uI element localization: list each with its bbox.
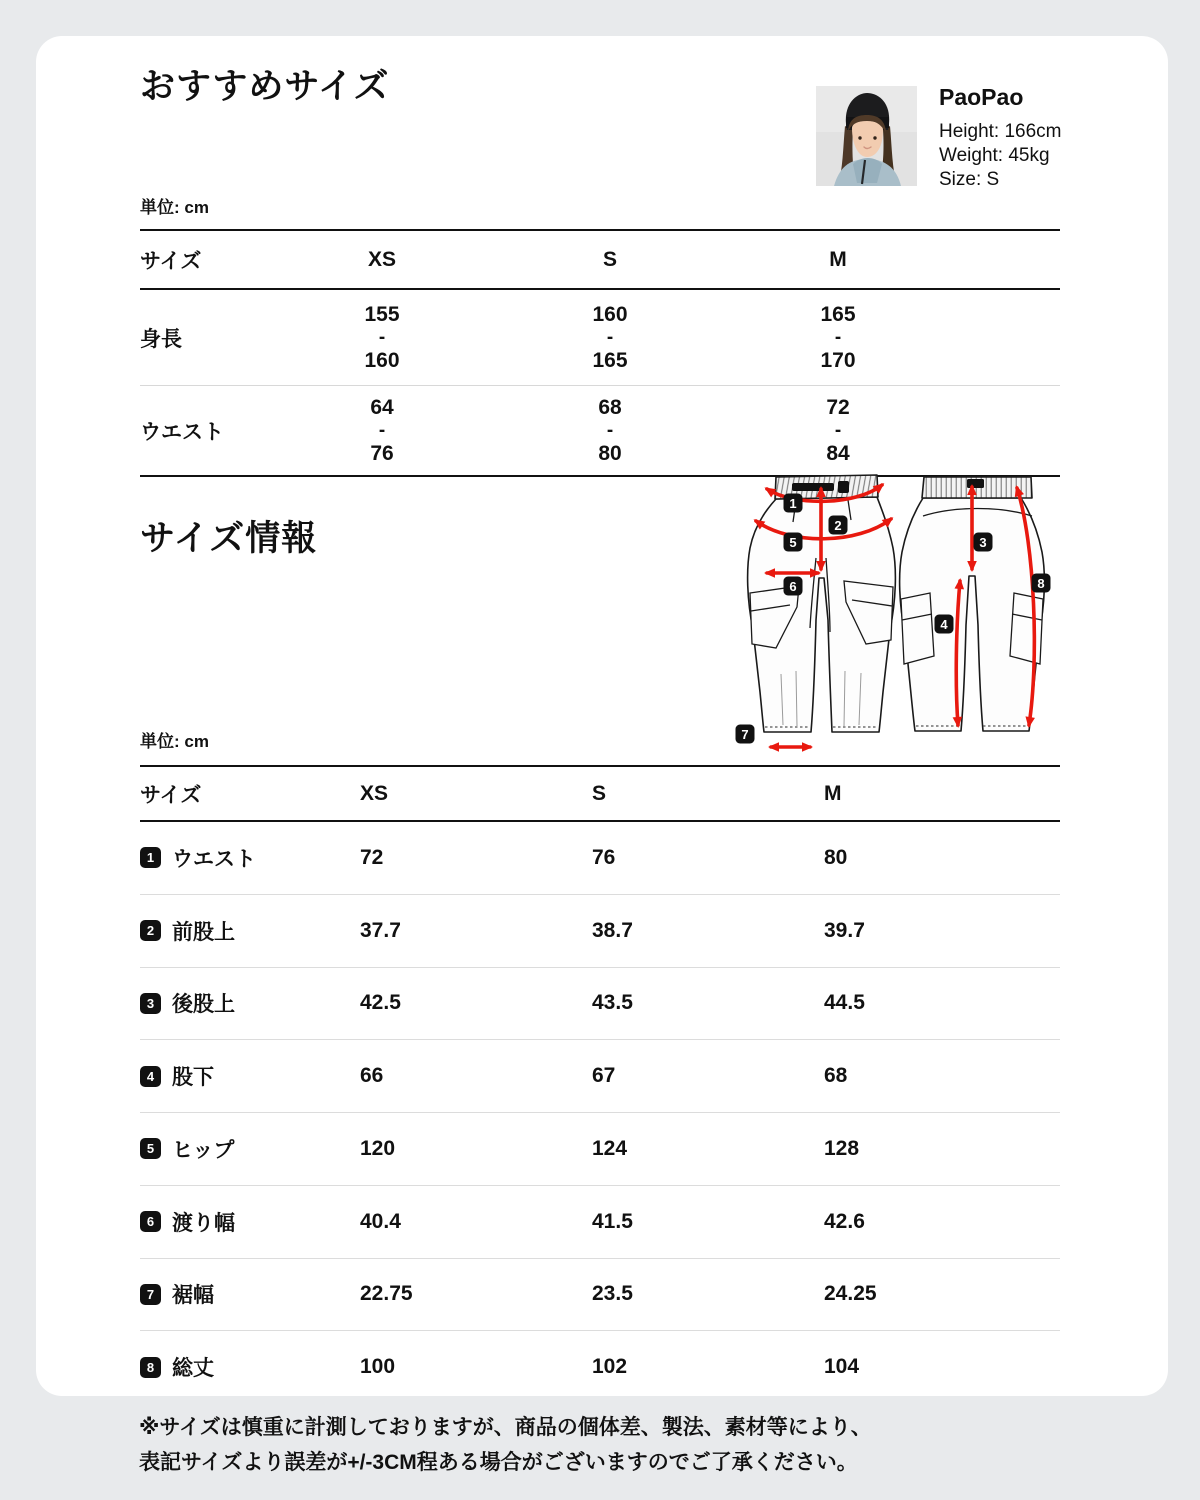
column-xs: XS [360, 781, 389, 805]
model-photo [816, 86, 917, 186]
content-card [36, 36, 1168, 1396]
value-s: 67 [592, 1064, 616, 1088]
value-xs: 66 [360, 1064, 384, 1088]
value-s: 43.5 [592, 991, 633, 1015]
range-s: 160 - 165 [592, 302, 628, 372]
column-s: S [592, 781, 607, 805]
value-xs: 100 [360, 1355, 396, 1379]
value-xs: 120 [360, 1136, 396, 1160]
table-row-height [140, 290, 1060, 386]
measurement-label: ヒップ [172, 1138, 235, 1162]
column-s: S [602, 247, 617, 271]
svg-text:7: 7 [741, 726, 749, 742]
value-m: 128 [824, 1136, 860, 1160]
waistband-tag [967, 479, 984, 488]
value-xs: 40.4 [360, 1209, 401, 1233]
unit-label-size-info: 単位: cm [140, 732, 209, 751]
measure-badge-3 [974, 533, 993, 552]
range-xs: 155 - 160 [364, 302, 400, 372]
row-label: 身長 [140, 327, 182, 351]
size-column-header: サイズ [140, 249, 202, 273]
recommended-size-title: おすすめサイズ [140, 67, 390, 106]
measure-badge-5 [784, 533, 803, 552]
size-info-title: サイズ情報 [140, 519, 318, 558]
table-row-hip [140, 1113, 1060, 1186]
column-m: M [824, 781, 842, 805]
measurement-label: 総丈 [172, 1357, 214, 1381]
svg-text:8: 8 [1037, 575, 1045, 591]
size-disclaimer [139, 1410, 872, 1480]
value-xs: 42.5 [360, 991, 401, 1015]
value-m: 80 [824, 845, 848, 869]
value-s: 38.7 [592, 918, 633, 942]
svg-text:2: 2 [834, 517, 842, 533]
size-info-table [140, 765, 1060, 1403]
value-m: 44.5 [824, 991, 865, 1015]
disclaimer-line-1: ※サイズは慎重に計測しておりますが、商品の個体差、製法、素材等により、 [139, 1416, 872, 1439]
model-info [939, 84, 1062, 192]
table-header-row [140, 767, 1060, 822]
value-s: 124 [592, 1136, 628, 1160]
table-row-thigh-width [140, 1186, 1060, 1259]
row-label: ウエスト [140, 420, 224, 444]
value-s: 41.5 [592, 1209, 633, 1233]
measure-badge-6 [784, 577, 803, 596]
value-m: 104 [824, 1355, 860, 1379]
measurement-label: ウエスト [172, 847, 256, 871]
value-s: 23.5 [592, 1282, 633, 1306]
value-m: 68 [824, 1064, 848, 1088]
value-s: 76 [592, 845, 616, 869]
measurement-label: 後股上 [172, 993, 235, 1017]
row-number-badge: 6 [140, 1211, 161, 1232]
value-xs: 22.75 [360, 1282, 413, 1306]
value-m: 39.7 [824, 918, 865, 942]
table-row-front-rise [140, 895, 1060, 968]
range-m: 72 - 84 [826, 395, 850, 465]
table-header-row [140, 231, 1060, 290]
measure-badge-2 [829, 516, 848, 535]
unit-label-recommended: 単位: cm [140, 198, 209, 217]
measure-badge-1 [784, 494, 803, 513]
table-row-waist [140, 822, 1060, 895]
model-photo-illustration [816, 86, 917, 186]
value-xs: 37.7 [360, 918, 401, 942]
model-weight: Weight: 45kg [939, 145, 1050, 166]
row-number-badge: 3 [140, 993, 161, 1014]
column-xs: XS [367, 247, 396, 271]
table-row-hem-width [140, 1259, 1060, 1332]
recommended-size-table [140, 229, 1060, 477]
svg-text:1: 1 [789, 495, 797, 511]
pants-measurement-diagram [720, 460, 1080, 760]
row-number-badge: 8 [140, 1357, 161, 1378]
range-m: 165 - 170 [820, 302, 856, 372]
column-m: M [829, 247, 847, 271]
row-number-badge: 4 [140, 1066, 161, 1087]
value-m: 42.6 [824, 1209, 865, 1233]
range-s: 68 - 80 [598, 395, 622, 465]
row-number-badge: 7 [140, 1284, 161, 1305]
measurement-label: 前股上 [172, 920, 235, 944]
row-number-badge: 2 [140, 920, 161, 941]
table-row-back-rise [140, 968, 1060, 1041]
table-row-inseam [140, 1040, 1060, 1113]
value-m: 24.25 [824, 1282, 877, 1306]
svg-text:3: 3 [979, 534, 987, 550]
svg-text:5: 5 [789, 534, 797, 550]
model-name: PaoPao [939, 84, 1024, 110]
range-xs: 64 - 76 [370, 395, 394, 465]
svg-text:4: 4 [940, 616, 948, 632]
model-size: Size: S [939, 169, 1000, 190]
table-row-total-length [140, 1331, 1060, 1403]
measure-badge-4 [935, 615, 954, 634]
size-column-header: サイズ [140, 783, 202, 807]
svg-text:6: 6 [789, 578, 797, 594]
disclaimer-line-2: 表記サイズより誤差が+/-3CM程ある場合がございますのでご了承ください。 [139, 1451, 858, 1474]
value-xs: 72 [360, 845, 384, 869]
row-number-badge: 1 [140, 847, 161, 868]
measurement-label: 渡り幅 [172, 1211, 235, 1235]
measure-badge-7 [736, 725, 755, 744]
value-s: 102 [592, 1355, 628, 1379]
measure-badge-8 [1032, 574, 1051, 593]
measurement-label: 裾幅 [172, 1284, 214, 1308]
model-height: Height: 166cm [939, 121, 1062, 142]
measurement-label: 股下 [172, 1066, 214, 1090]
row-number-badge: 5 [140, 1138, 161, 1159]
